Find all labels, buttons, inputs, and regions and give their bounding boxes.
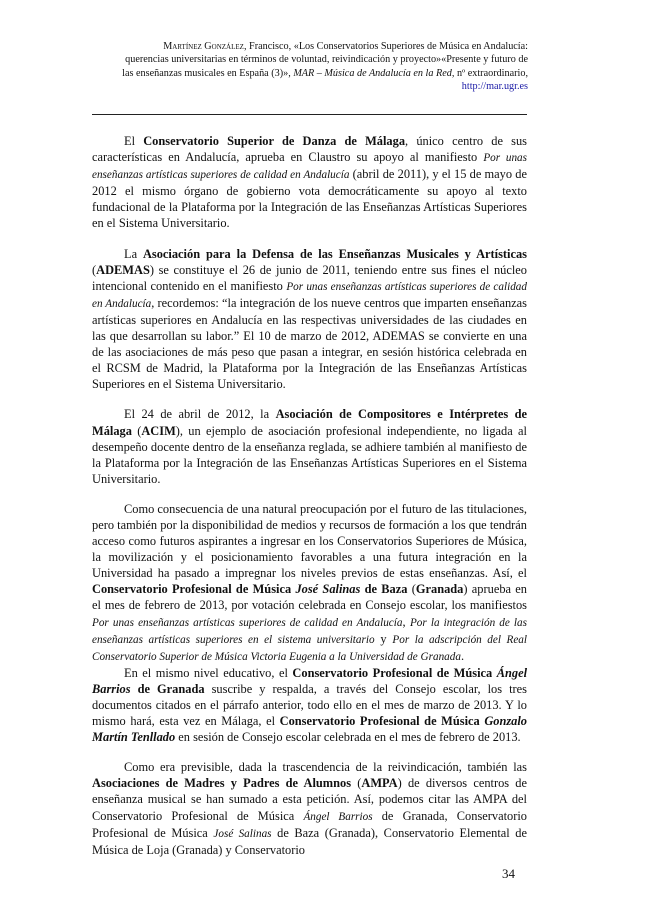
entity-name: Asociación para la Defensa de las Enseñanzas Musicales y Artísticas bbox=[142, 246, 527, 261]
journal-name: MAR – Música de Andalucía en la Red, bbox=[293, 67, 455, 79]
manifesto-title: Por unas enseñanzas artísticas superiores de calidad en Andalucía bbox=[92, 280, 527, 310]
manifesto-title: Por la integración de las enseñanzas artísticas superiores en el sistema universitario bbox=[92, 616, 527, 646]
entity-acronym: ADEMAS bbox=[96, 262, 150, 277]
page-header bbox=[88, 40, 528, 94]
paragraph-jose-salinas: Como consecuencia de una natural preocupación por el futuro de las titulaciones, pero también por la disponibilidad de medios y recursos de formación a los que tendrán acceso como futuros aspirantes a ingresar en los Conservatorios Superiores de Música, la movilización y el posicionamiento favorables a una futura integración en la Universidad ha pasado a impregnar los niveles previos de estas enseñanzas. Así, el Conservatorio Profesional de Música José Salinas de Baza (Granada) aprueba en el mes de febrero de 2013, por votación celebrada en Consejo escolar, los manifiestos Por unas enseñanzas artísticas superiores de calidad en Andalucía, Por la integración de las enseñanzas artísticas superiores en el sistema universitario y Por la adscripción del Real Conservatorio Superior de Música Victoria Eugenia a la Universidad de Granada. bbox=[92, 501, 527, 663]
entity-acronym: AMPA bbox=[361, 776, 398, 791]
journal-url-link[interactable]: http://mar.ugr.es bbox=[461, 81, 528, 93]
entity-name: Asociaciones de Madres y Padres de Alumnos bbox=[92, 776, 352, 791]
entity-name: Conservatorio Profesional de Música bbox=[292, 665, 497, 680]
entity-name: Asociación de Compositores e Intérpretes de Málaga bbox=[92, 407, 527, 438]
citation-line-1: Martínez González, Francisco, «Los Conservatorios Superiores de Música en Andalucía: bbox=[163, 41, 528, 52]
manifesto-title: Por la adscripción del Real Conservatorio Superior de Música Victoria Eugenia a la Universidad de Granada bbox=[92, 633, 527, 663]
author-name: Martínez González bbox=[163, 41, 244, 52]
manifesto-title: Por unas enseñanzas artísticas superiores de calidad en Andalucía bbox=[92, 152, 527, 182]
paragraph-danza-malaga: El Conservatorio Superior de Danza de Málaga, único centro de sus características en Andalucía, aprueba en Claustro su apoyo al manifiesto Por unas enseñanzas artísticas superiores de calidad en Andalucía (abril de 2011), y el 15 de mayo de 2012 el mismo órgano de gobierno vota democráticamente su apoyo al texto fundacional de la Plataforma por la Integración de las Enseñanzas Artísticas Superiores en el Sistema Universitario. bbox=[92, 134, 528, 231]
citation-line-2: querencias universitarias en términos de voluntad, reivindicación y proyecto»«Presente y futuro de bbox=[125, 54, 528, 66]
header-divider bbox=[92, 114, 527, 115]
document-body bbox=[92, 133, 527, 858]
citation-line-4 bbox=[88, 80, 528, 93]
entity-name: Conservatorio Profesional de Música bbox=[279, 714, 485, 729]
citation-line-3: las enseñanzas musicales en España (3)», MAR – Música de Andalucía en la Red, nº extraordinario, bbox=[122, 67, 528, 79]
entity-name: Conservatorio Profesional de Música bbox=[92, 582, 296, 597]
paragraph-angel-barrios: En el mismo nivel educativo, el Conservatorio Profesional de Música Ángel Barrios de Granada suscribe y respalda, a través del Consejo escolar, los tres documentos citados en el párrafo anterior, todo ello en el mes de marzo de 2013. Y lo mismo hará, esta vez en Málaga, el Conservatorio Profesional de Música Gonzalo Martín Tenllado en sesión de Consejo escolar celebrada en el mes de febrero de 2013. bbox=[92, 665, 528, 745]
page-number: 34 bbox=[502, 866, 515, 881]
paragraph-ampa: Como era previsible, dada la trascendencia de la reivindicación, también las Asociaciones de Madres y Padres de Alumnos (AMPA) de diversos centros de enseñanza musical se han sumado a esta petición. Así, podemos citar las AMPA del Conservatorio Profesional de Música Ángel Barrios de Granada, Conservatorio Profesional de Música José Salinas de Baza (Granada), Conservatorio Elemental de Música de Loja (Granada) y Conservatorio bbox=[92, 760, 528, 857]
manifesto-title: Por unas enseñanzas artísticas superiores de calidad en Andalucía bbox=[92, 616, 403, 629]
paragraph-ademas: La Asociación para la Defensa de las Enseñanzas Musicales y Artísticas (ADEMAS) se constituye el 26 de junio de 2011, teniendo entre sus fines el núcleo intencional contenido en el manifiesto Por unas enseñanzas artísticas superiores de calidad en Andalucía, recordemos: “la integración de los nueve centros que imparten enseñanzas artísticas superiores en Andalucía en las respectivas universidades de las ciudades en las que desarrollan su labor.” El 10 de marzo de 2012, ADEMAS se convierte en una de las asociaciones de más peso que pasan a integrar, en sesión histórica celebrada en el RCSM de Madrid, la Plataforma por la Integración de las Enseñanzas Artísticas Superiores en el Sistema Universitario. bbox=[92, 246, 527, 392]
paragraph-acim: El 24 de abril de 2012, la Asociación de Compositores e Intérpretes de Málaga (ACIM), un ejemplo de asociación profesional independiente, no ligada al desempeño docente dentro de la enseñanza reglada, se adhiere también al manifiesto de la Plataforma por la Integración de las Enseñanzas Artísticas Superiores en el Sistema Universitario. bbox=[92, 407, 527, 486]
entity-name: Conservatorio Superior de Danza de Málaga bbox=[143, 134, 406, 148]
entity-acronym: ACIM bbox=[141, 423, 176, 438]
